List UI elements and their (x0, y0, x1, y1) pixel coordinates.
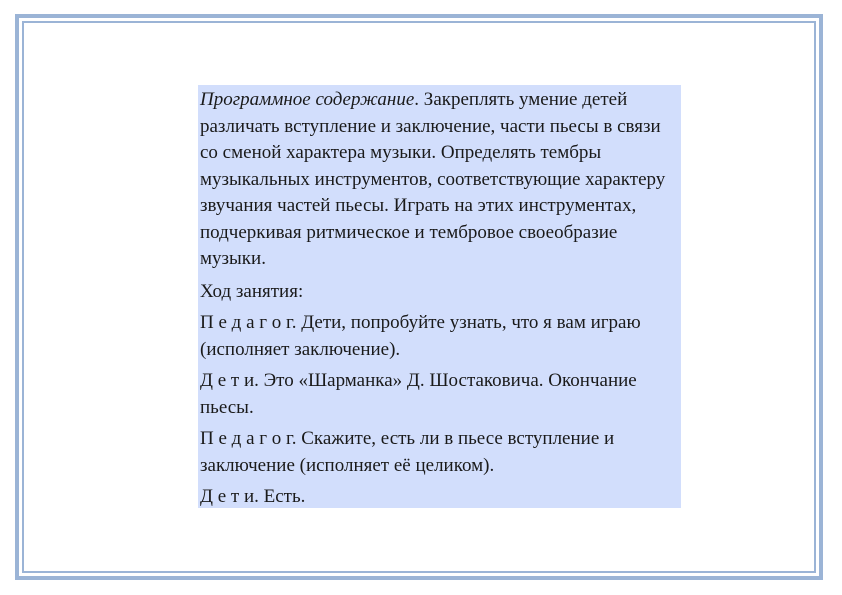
lesson-text-box (198, 85, 681, 508)
program-content-text: . Закреплять умение детей различать вступление и заключение, части пьесы в связи со сменой характера музыки. Определять тембры музыкальных инструментов, соответствующие характеру звучания частей пьесы. Играть на этих инструментах, подчеркивая ритмическое и тембровое своеобразие музыки. (200, 89, 666, 269)
program-content-heading: Программное содержание (200, 89, 415, 110)
speaker-teacher: П е д а г о г. (200, 428, 297, 449)
lesson-progress-label: Ход занятия: (200, 280, 304, 302)
speaker-children: Д е т и. (200, 486, 259, 507)
dialogue-text: Есть. (258, 486, 306, 507)
dialogue-line-teacher-1 (200, 310, 677, 363)
dialogue-text: Это «Шарманка» Д. Шостаковича. Окончание пьесы. (200, 370, 637, 418)
dialogue-line-children-2 (200, 484, 677, 511)
lesson-progress-heading (200, 279, 677, 306)
dialogue-line-children-1 (200, 368, 677, 421)
dialogue-text: Дети, попробуйте узнать, что я вам играю (исполняет заключение). (200, 312, 641, 360)
speaker-children: Д е т и. (200, 370, 259, 391)
dialogue-line-teacher-2 (200, 426, 677, 479)
speaker-teacher: П е д а г о г. (200, 312, 297, 333)
dialogue-text: Скажите, есть ли в пьесе вступление и заключение (исполняет её целиком). (200, 428, 615, 476)
program-content-paragraph (200, 87, 677, 273)
